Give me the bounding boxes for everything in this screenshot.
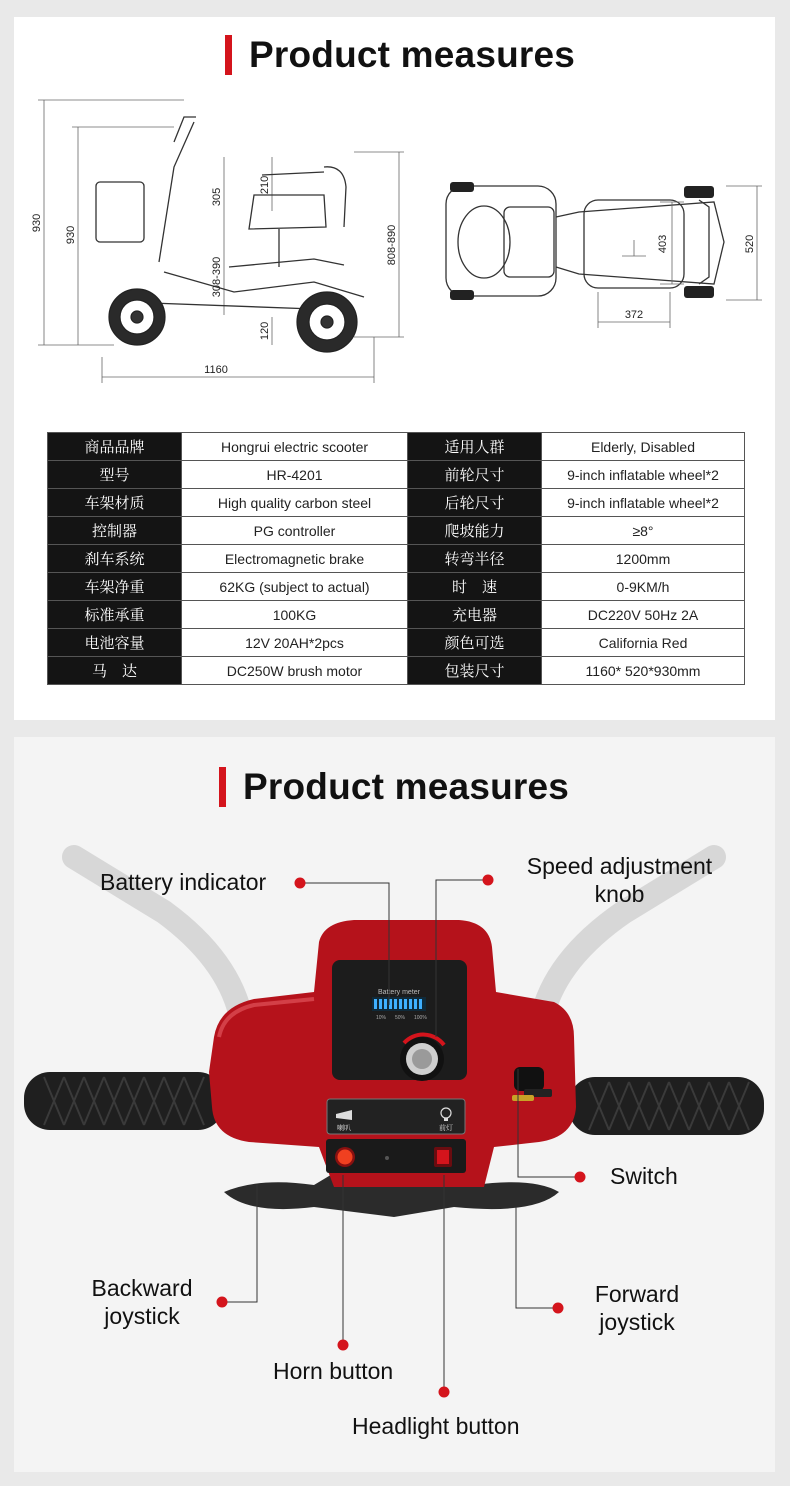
callout-line: joystick bbox=[104, 1303, 180, 1329]
callout-line: Backward bbox=[91, 1275, 193, 1301]
table-row bbox=[48, 573, 745, 601]
spec-value: Hongrui electric scooter bbox=[182, 433, 408, 461]
headlight-button[interactable] bbox=[434, 1147, 452, 1167]
section-title-text: Product measures bbox=[249, 34, 576, 75]
title-accent-bar bbox=[225, 35, 232, 75]
spec-key: 包装尺寸 bbox=[408, 657, 542, 685]
spec-key: 爬坡能力 bbox=[408, 517, 542, 545]
battery-tick: 50% bbox=[395, 1015, 406, 1021]
spec-value: 1160* 520*930mm bbox=[542, 657, 745, 685]
spec-key: 型号 bbox=[48, 461, 182, 489]
spec-value: DC220V 50Hz 2A bbox=[542, 601, 745, 629]
right-grip bbox=[569, 1077, 764, 1135]
table-row bbox=[48, 433, 745, 461]
callout-speed-knob bbox=[512, 852, 727, 908]
specs-table bbox=[47, 432, 745, 685]
spec-key: 转弯半径 bbox=[408, 545, 542, 573]
spec-value: PG controller bbox=[182, 517, 408, 545]
dim-seatback-b: 305 bbox=[211, 187, 223, 207]
section-title-1 bbox=[225, 34, 575, 76]
callout-horn-button: Horn button bbox=[273, 1358, 394, 1384]
battery-meter bbox=[372, 989, 427, 1021]
callout-dot bbox=[295, 878, 306, 889]
spec-key: 适用人群 bbox=[408, 433, 542, 461]
spec-key: 车架材质 bbox=[48, 489, 182, 517]
section-title-text: Product measures bbox=[243, 766, 570, 807]
spec-value: 100KG bbox=[182, 601, 408, 629]
spec-key: 电池容量 bbox=[48, 629, 182, 657]
spec-value: ≥8° bbox=[542, 517, 745, 545]
spec-value: 62KG (subject to actual) bbox=[182, 573, 408, 601]
dim-seat-height-range: 308-390 bbox=[211, 256, 223, 298]
spec-key: 时 速 bbox=[408, 573, 542, 601]
spec-value: DC250W brush motor bbox=[182, 657, 408, 685]
callout-line: Speed adjustment bbox=[526, 853, 713, 879]
callout-line: joystick bbox=[599, 1309, 675, 1335]
horn-button[interactable] bbox=[335, 1147, 355, 1167]
spec-value: 1200mm bbox=[542, 545, 745, 573]
dim-seat-width: 403 bbox=[657, 234, 669, 254]
callout-dot bbox=[575, 1172, 586, 1183]
spec-value: Elderly, Disabled bbox=[542, 433, 745, 461]
horn-label: 喇叭 bbox=[337, 1125, 351, 1132]
spec-key: 马 达 bbox=[48, 657, 182, 685]
spec-key: 刹车系统 bbox=[48, 545, 182, 573]
headlight-label: 前灯 bbox=[439, 1125, 453, 1132]
left-grip bbox=[24, 1072, 224, 1130]
table-row bbox=[48, 657, 745, 685]
callout-headlight-button: Headlight button bbox=[352, 1413, 520, 1439]
dim-overall-height-right: 808-890 bbox=[386, 224, 398, 266]
control-panel-section bbox=[14, 737, 775, 1472]
product-measures-panel bbox=[14, 17, 775, 720]
spec-value: HR-4201 bbox=[182, 461, 408, 489]
callout-switch: Switch bbox=[610, 1163, 678, 1189]
dim-seatback-a: 210 bbox=[259, 175, 271, 195]
dim-seat-depth: 372 bbox=[624, 309, 644, 321]
side-view-drawing bbox=[14, 87, 414, 417]
table-row bbox=[48, 517, 745, 545]
dim-total-height-inner: 930 bbox=[65, 225, 77, 245]
callout-line: knob bbox=[594, 881, 645, 907]
spec-value: Electromagnetic brake bbox=[182, 545, 408, 573]
spec-key: 车架净重 bbox=[48, 573, 182, 601]
dim-overall-length: 1160 bbox=[204, 364, 228, 376]
table-row bbox=[48, 461, 745, 489]
callout-backward-joystick bbox=[82, 1274, 202, 1330]
spec-value: 9-inch inflatable wheel*2 bbox=[542, 461, 745, 489]
dim-ground-clearance: 120 bbox=[259, 321, 271, 341]
callout-line: Forward bbox=[594, 1281, 680, 1307]
table-row bbox=[48, 629, 745, 657]
spec-key: 标准承重 bbox=[48, 601, 182, 629]
callout-battery-indicator: Battery indicator bbox=[100, 869, 267, 895]
spec-key: 颜色可选 bbox=[408, 629, 542, 657]
callout-dot bbox=[439, 1387, 450, 1398]
spec-key: 商品品牌 bbox=[48, 433, 182, 461]
callout-dot bbox=[338, 1340, 349, 1351]
table-row bbox=[48, 601, 745, 629]
spec-key: 前轮尺寸 bbox=[408, 461, 542, 489]
battery-meter-label: Battery meter bbox=[377, 989, 421, 996]
top-view-drawing bbox=[434, 172, 764, 332]
table-row bbox=[48, 489, 745, 517]
callout-dot bbox=[553, 1303, 564, 1314]
spec-key: 控制器 bbox=[48, 517, 182, 545]
callout-dot bbox=[483, 875, 494, 886]
spec-value: 9-inch inflatable wheel*2 bbox=[542, 489, 745, 517]
spec-key: 充电器 bbox=[408, 601, 542, 629]
spec-value: 12V 20AH*2pcs bbox=[182, 629, 408, 657]
console-illustration bbox=[14, 737, 775, 1472]
callout-dot bbox=[217, 1297, 228, 1308]
spec-key: 后轮尺寸 bbox=[408, 489, 542, 517]
battery-tick: 100% bbox=[414, 1015, 427, 1021]
dim-total-height-outer: 930 bbox=[31, 213, 43, 233]
battery-tick: 10% bbox=[376, 1015, 387, 1021]
table-row bbox=[48, 545, 745, 573]
callout-forward-joystick bbox=[582, 1280, 692, 1336]
spec-value: High quality carbon steel bbox=[182, 489, 408, 517]
dim-overall-width: 520 bbox=[744, 234, 756, 254]
spec-value: 0-9KM/h bbox=[542, 573, 745, 601]
spec-value: California Red bbox=[542, 629, 745, 657]
